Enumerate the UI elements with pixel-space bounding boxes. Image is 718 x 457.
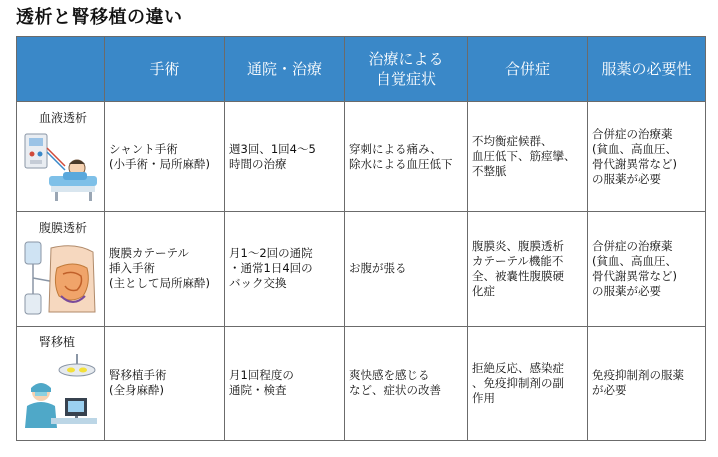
header-symptoms (345, 37, 468, 102)
symptoms-cell (345, 102, 468, 212)
cell-line: ・通常1日4回の (229, 261, 313, 276)
visits-cell (225, 326, 345, 441)
cell-line: (貧血、高血圧、 (592, 141, 677, 156)
cell-line: 作用 (472, 390, 495, 405)
row-label: 腹膜透析 (39, 220, 88, 235)
cell-line: 挿入手術 (109, 261, 155, 276)
cell-line: カテーテル機能不 (472, 253, 564, 268)
cell-line: お腹が張る (349, 261, 407, 276)
cell-line: (主として局所麻酔) (109, 276, 210, 291)
header-surgery: 手術 (105, 37, 225, 102)
cell-line: 全、被嚢性腹膜硬 (472, 268, 564, 283)
cell-line: 免疫抑制剤の服薬 (592, 368, 684, 383)
cell-line: 穿刺による痛み、 (349, 141, 442, 156)
cell-line: 通院・検査 (229, 383, 287, 398)
surgery-cell (105, 326, 225, 441)
row-label: 腎移植 (39, 335, 76, 350)
cell-line: 腎移植手術 (109, 368, 167, 383)
cell-line: 月1～2回の通院 (229, 246, 313, 261)
header-symptoms-line-2: 自覚症状 (375, 70, 436, 88)
cell-line: 合併症の治療薬 (592, 238, 673, 253)
surgery-cell (105, 212, 225, 326)
cell-line: 骨代謝異常など) (592, 268, 677, 283)
cell-line: 月1回程度の (229, 368, 294, 383)
medication-cell (588, 212, 706, 326)
complications-cell (468, 212, 588, 326)
row-header-kidney-transplant (17, 326, 105, 441)
header-row (17, 37, 706, 102)
cell-line: (貧血、高血圧、 (592, 253, 677, 268)
cell-line: 拒絶反応、感染症 (472, 360, 564, 375)
visits-cell (225, 212, 345, 326)
complications-cell (468, 102, 588, 212)
header-symptoms-line-1: 治療による (368, 50, 444, 68)
cell-line: (小手術・局所麻酔) (109, 156, 210, 171)
cell-line: 腹膜炎、腹膜透析 (472, 238, 564, 253)
cell-line: (全身麻酔) (109, 383, 164, 398)
header-complications: 合併症 (468, 37, 588, 102)
header-medication: 服薬の必要性 (588, 37, 706, 102)
cell-line: 時間の治療 (229, 156, 287, 171)
cell-line: 合併症の治療薬 (592, 126, 673, 141)
row-header-hemodialysis (17, 102, 105, 212)
cell-line: バック交換 (229, 276, 287, 291)
cell-line: 腹膜カテーテル (109, 246, 189, 261)
cell-line: の服薬が必要 (592, 171, 661, 186)
symptoms-cell (345, 212, 468, 326)
page-title: 透析と腎移植の違い (16, 7, 183, 28)
cell-line: の服薬が必要 (592, 283, 661, 298)
row-header-peritoneal-dialysis (17, 212, 105, 326)
cell-line: 血圧低下、筋痙攣、 (472, 149, 576, 164)
cell-line: 骨代謝異常など) (592, 156, 677, 171)
cell-line: シャント手術 (109, 141, 178, 156)
header-blank (17, 37, 105, 102)
visits-cell (225, 102, 345, 212)
cell-line: 不整脈 (472, 164, 507, 179)
cell-line: など、症状の改善 (349, 383, 441, 398)
complications-cell (468, 326, 588, 441)
header-visits: 通院・治療 (225, 37, 345, 102)
cell-line: 爽快感を感じる (349, 368, 430, 383)
cell-line: 週3回、1回4～5 (229, 141, 316, 156)
medication-cell (588, 326, 706, 441)
cell-line: が必要 (592, 383, 627, 398)
row-label: 血液透析 (39, 110, 88, 125)
cell-line: 除水による血圧低下 (349, 156, 453, 171)
table-row (17, 212, 706, 326)
table-row (17, 102, 706, 212)
hemodialysis-illustration (21, 128, 101, 204)
surgery-cell (105, 102, 225, 212)
symptoms-cell (345, 326, 468, 441)
cell-line: 不均衡症候群、 (472, 134, 553, 149)
medication-cell (588, 102, 706, 212)
comparison-table (16, 36, 706, 441)
cell-line: 、免疫抑制剤の副 (472, 375, 564, 390)
table-row (17, 326, 706, 441)
peritoneal-dialysis-illustration (21, 238, 101, 318)
cell-line: 化症 (472, 283, 495, 298)
kidney-transplant-illustration (21, 352, 101, 432)
